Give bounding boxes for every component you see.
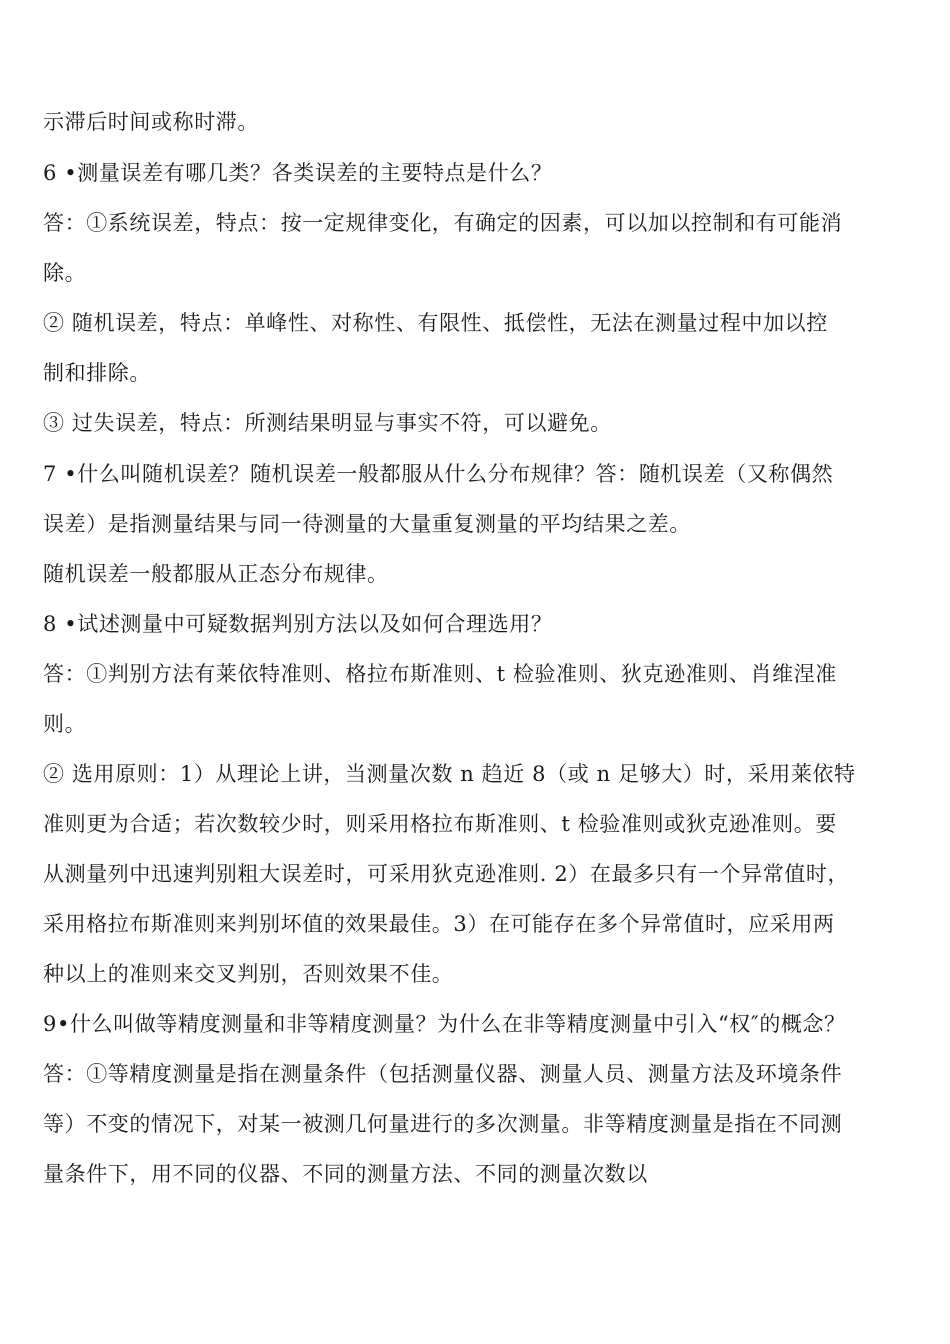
text-line: ③ 过失误差，特点：所测结果明显与事实不符，可以避免。: [43, 411, 612, 435]
text-line: 采用格拉布斯准则来判别坏值的效果最佳。3）在可能存在多个异常值时，应采用两: [43, 912, 835, 936]
text-line: 除。: [43, 261, 87, 285]
text-line: 则。: [43, 712, 87, 736]
question-7-heading: 7 •什么叫随机误差？随机误差一般都服从什么分布规律？答：随机误差（又称偶然: [43, 462, 834, 486]
text-line: 答：①系统误差，特点：按一定规律变化，有确定的因素，可以加以控制和有可能消: [43, 211, 843, 235]
text-line: ② 随机误差，特点：单峰性、对称性、有限性、抵偿性，无法在测量过程中加以控: [43, 311, 828, 335]
question-9-heading: 9•什么叫做等精度测量和非等精度测量？为什么在非等精度测量中引入“权″的概念？: [43, 1012, 846, 1036]
text-line: 准则更为合适；若次数较少时，则采用格拉布斯准则、t 检验准则或狄克逊准则。要: [43, 812, 837, 836]
text-line: 量条件下，用不同的仪器、不同的测量方法、不同的测量次数以: [43, 1162, 648, 1186]
question-6-heading: 6 •测量误差有哪几类？各类误差的主要特点是什么？: [43, 161, 553, 185]
text-line: 示滞后时间或称时滞。: [43, 110, 259, 134]
text-line: 从测量列中迅速判别粗大误差时，可采用狄克逊准则. 2）在最多只有一个异常值时，: [43, 862, 850, 886]
text-line: 制和排除。: [43, 361, 151, 385]
text-line: 答：①判别方法有莱依特准则、格拉布斯准则、t 检验准则、狄克逊准则、肖维涅准: [43, 662, 837, 686]
text-line: 误差）是指测量结果与同一待测量的大量重复测量的平均结果之差。: [43, 512, 691, 536]
text-line: 等）不变的情况下，对某一被测几何量进行的多次测量。非等精度测量是指在不同测: [43, 1112, 843, 1136]
text-line: 种以上的准则来交叉判别，否则效果不佳。: [43, 962, 454, 986]
question-8-heading: 8 •试述测量中可疑数据判别方法以及如何合理选用？: [43, 612, 553, 636]
text-line: ② 选用原则：1）从理论上讲，当测量次数 n 趋近 8（或 n 足够大）时，采用莱依特: [43, 762, 856, 786]
text-line: 随机误差一般都服从正态分布规律。: [43, 562, 389, 586]
text-line: 答：①等精度测量是指在测量条件（包括测量仪器、测量人员、测量方法及环境条件: [43, 1062, 843, 1086]
